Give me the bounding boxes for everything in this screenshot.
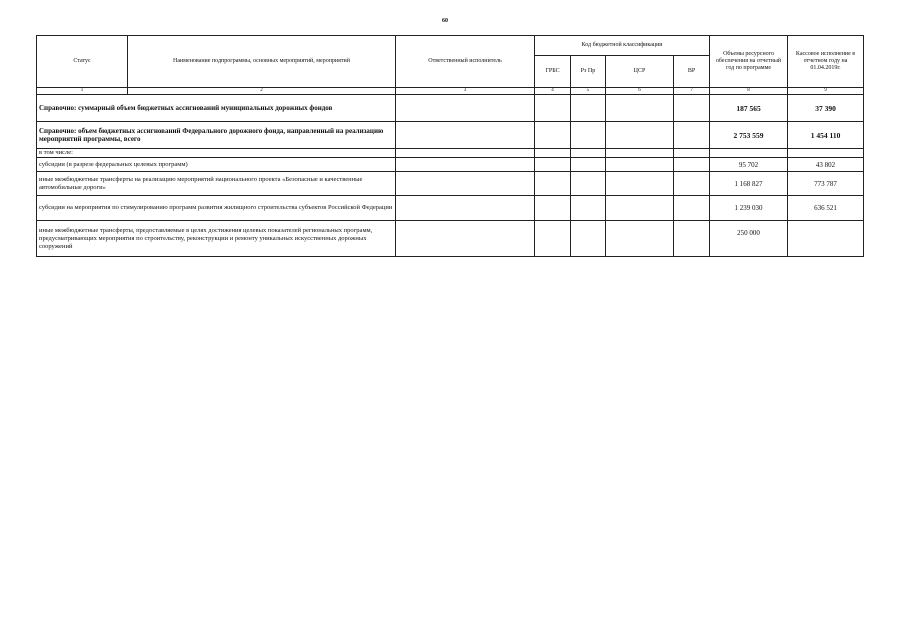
row-cash: [788, 221, 864, 257]
table-row: [37, 158, 864, 172]
row-volume: 95 702: [710, 158, 788, 172]
column-number: 3: [396, 88, 535, 95]
row-cash: 43 802: [788, 158, 864, 172]
row-label: Справочно: суммарный объем бюджетных ассигнований муниципальных дорожных фондов: [37, 95, 396, 122]
header-cash: Кассовое исполнение в отчетном году на 01.04.2019г.: [788, 36, 864, 88]
row-cash: 37 390: [788, 95, 864, 122]
row-label: Справочно: объем бюджетных ассигнований Федерального дорожного фонда, направленный на реализацию мероприятий программы, всего: [37, 122, 396, 149]
row-cash: [788, 149, 864, 158]
header-vr: ВР: [674, 56, 710, 88]
row-cash: 773 787: [788, 172, 864, 196]
row-volume: 250 000: [710, 221, 788, 257]
header-grbs: ГРБС: [535, 56, 571, 88]
row-cash: 636 521: [788, 196, 864, 221]
column-number: 6: [606, 88, 674, 95]
header-budget-code: Код бюджетной классификации: [535, 36, 710, 56]
table-row: [37, 122, 864, 149]
column-number: 5: [571, 88, 606, 95]
row-label: субсидии (в разрезе федеральных целевых программ): [37, 158, 396, 172]
row-label: субсидии на мероприятия по стимулированию программ развития жилищного строительства субъектов Российской Федерации: [37, 196, 396, 221]
header-volume: Объемы ресурсного обеспечения на отчетный год по программе: [710, 36, 788, 88]
column-number: 2: [128, 88, 396, 95]
table-row: [37, 196, 864, 221]
table-row: [37, 149, 864, 158]
column-number: 7: [674, 88, 710, 95]
page-number: 60: [442, 18, 448, 24]
column-number: 1: [37, 88, 128, 95]
row-volume: 1 168 827: [710, 172, 788, 196]
table-row: [37, 95, 864, 122]
row-cash: 1 454 110: [788, 122, 864, 149]
header-rz-pr: Рз Пр: [571, 56, 606, 88]
header-executor: Ответственный исполнитель: [396, 36, 535, 88]
row-volume: [710, 149, 788, 158]
row-volume: 187 565: [710, 95, 788, 122]
table-row: [37, 221, 864, 257]
column-number-row: [37, 88, 864, 95]
row-volume: 1 239 030: [710, 196, 788, 221]
header-name: Наименование подпрограммы, основных мероприятий, мероприятий: [128, 36, 396, 88]
column-number: 8: [710, 88, 788, 95]
column-number: 9: [788, 88, 864, 95]
budget-table: [36, 35, 864, 257]
row-label: иные межбюджетные трансферты, предоставляемые в целях достижения целевых показателей региональных программ, предусматривающих мероприятия по строительству, реконструкции и ремонту уникальных искусственных дорожных сооружений: [37, 221, 396, 257]
header-csr: ЦСР: [606, 56, 674, 88]
row-volume: 2 753 559: [710, 122, 788, 149]
table-row: [37, 172, 864, 196]
column-number: 4: [535, 88, 571, 95]
row-label: иные межбюджетные трансферты на реализацию мероприятий национального проекта «Безопасные и качественные автомобильные дороги»: [37, 172, 396, 196]
header-status: Статус: [37, 36, 128, 88]
row-label: в том числе:: [37, 149, 396, 158]
